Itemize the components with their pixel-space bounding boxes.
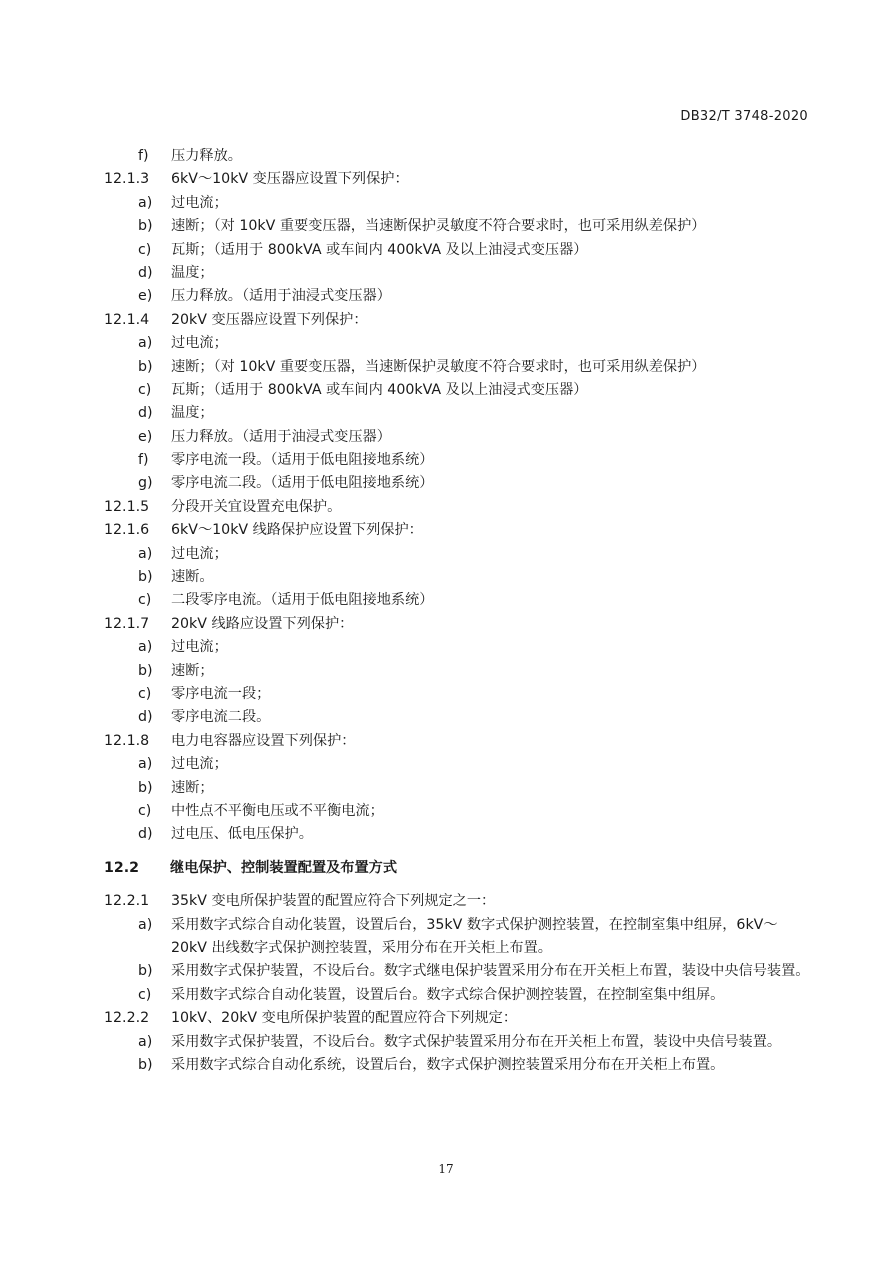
item-text: 速断； [171,779,214,796]
list-item [0,777,892,800]
list-item [0,215,892,238]
clause-text: 35kV 变电所保护装置的配置应符合下列规定之一： [171,893,496,910]
clause-number: 12.1.5 [104,498,150,515]
item-text: 零序电流二段。（适用于低电阻接地系统） [171,475,434,492]
clause-number: 12.1.7 [104,615,150,632]
list-item [0,472,892,495]
clause-number: 12.1.8 [104,732,150,749]
list-item [0,285,892,308]
item-text: 速断； [171,662,214,679]
item-label: a) [138,916,153,933]
item-text: 过电压、低电压保护。 [171,826,313,843]
clause [0,168,892,191]
list-item [0,914,892,961]
section-heading [0,857,892,880]
item-label: a) [138,1033,153,1050]
item-label: g) [138,475,153,492]
document-code: DB32/T 3748-2020 [680,109,808,124]
clause [0,309,892,332]
item-text: 温度； [171,264,214,281]
clause-number: 12.1.3 [104,171,150,188]
clause [0,613,892,636]
clause-text: 10kV、20kV 变电所保护装置的配置应符合下列规定： [171,1010,518,1027]
item-label: b) [138,963,153,980]
item-text: 零序电流一段。（适用于低电阻接地系统） [171,452,434,469]
list-item [0,589,892,612]
list-item [0,145,892,168]
item-label: e) [138,288,153,305]
list-item [0,1031,892,1054]
item-label: b) [138,1056,153,1073]
item-label: c) [138,685,152,702]
item-text: 采用数字式保护装置，不设后台。数字式保护装置采用分布在开关柜上布置，装设中央信号装置。 [171,1033,782,1050]
item-label: e) [138,428,153,445]
item-text: 过电流； [171,194,228,211]
list-item [0,449,892,472]
list-item [0,706,892,729]
list-item [0,683,892,706]
item-text: 压力释放。 [171,148,242,164]
item-label: b) [138,779,153,796]
item-label: d) [138,709,153,726]
item-text: 中性点不平衡电压或不平衡电流； [171,802,384,819]
list-item [0,1054,892,1077]
list-item [0,356,892,379]
item-label: c) [138,986,152,1003]
page-number: 17 [438,1162,454,1176]
list-item [0,800,892,823]
item-label: b) [138,358,153,375]
item-label: f) [138,148,149,164]
item-label: c) [138,241,152,258]
clause-number: 12.2.2 [104,1010,150,1027]
clause [0,519,892,542]
list-item [0,543,892,566]
item-text: 速断。 [171,569,214,586]
item-label: f) [138,452,149,469]
item-label: a) [138,194,153,211]
clause-number: 12.2.1 [104,893,150,910]
list-item [0,379,892,402]
item-text: 温度； [171,405,214,422]
item-text: 速断；（对 10kV 重要变压器，当速断保护灵敏度不符合要求时，也可采用纵差保护） [171,218,706,235]
list-item [0,426,892,449]
item-text: 过电流； [171,756,228,773]
list-item [0,192,892,215]
clause-number: 12.1.4 [104,311,150,328]
clause [0,1007,892,1030]
item-text: 采用数字式综合自动化装置，设置后台，35kV 数字式保护测控装置，在控制室集中组屏，6kV～20kV 出线数字式保护测控装置，采用分布在开关柜上布置。 [171,916,778,956]
item-label: b) [138,662,153,679]
item-label: c) [138,802,152,819]
list-item [0,984,892,1007]
list-item [0,262,892,285]
list-item [0,753,892,776]
item-text: 二段零序电流。（适用于低电阻接地系统） [171,592,434,609]
item-text: 零序电流二段。 [171,709,271,726]
clause [0,730,892,753]
item-label: c) [138,381,152,398]
item-label: a) [138,639,153,656]
item-label: b) [138,218,153,235]
clause-text: 20kV 变压器应设置下列保护： [171,311,368,328]
item-text: 过电流； [171,335,228,352]
list-item [0,402,892,425]
item-text: 零序电流一段； [171,685,271,702]
clause [0,890,892,913]
list-item [0,566,892,589]
item-label: d) [138,264,153,281]
item-text: 压力释放。（适用于油浸式变压器） [171,428,391,445]
item-label: b) [138,569,153,586]
section-title: 继电保护、控制装置配置及布置方式 [170,859,398,876]
list-item [0,960,892,983]
document-body [0,145,892,1077]
item-text: 瓦斯；（适用于 800kVA 或车间内 400kVA 及以上油浸式变压器） [171,241,588,258]
clause-text: 6kV～10kV 线路保护应设置下列保护： [171,522,423,539]
clause-text: 6kV～10kV 变压器应设置下列保护： [171,171,409,188]
section-number: 12.2 [104,859,140,876]
clause [0,496,892,519]
list-item [0,636,892,659]
list-item [0,332,892,355]
item-text: 采用数字式保护装置，不设后台。数字式继电保护装置采用分布在开关柜上布置，装设中央信号装置。 [171,963,810,980]
item-text: 采用数字式综合自动化系统，设置后台，数字式保护测控装置采用分布在开关柜上布置。 [171,1056,725,1073]
item-text: 采用数字式综合自动化装置，设置后台。数字式综合保护测控装置，在控制室集中组屏。 [171,986,725,1003]
list-item [0,239,892,262]
clause-text: 20kV 线路应设置下列保护： [171,615,354,632]
clause-number: 12.1.6 [104,522,150,539]
item-text: 压力释放。（适用于油浸式变压器） [171,288,391,305]
item-label: d) [138,405,153,422]
clause-text: 电力电容器应设置下列保护： [171,732,356,749]
item-text: 过电流； [171,639,228,656]
clause-text: 分段开关宜设置充电保护。 [171,498,342,515]
item-text: 瓦斯；（适用于 800kVA 或车间内 400kVA 及以上油浸式变压器） [171,381,588,398]
list-item [0,660,892,683]
item-label: d) [138,826,153,843]
item-label: a) [138,756,153,773]
item-label: a) [138,335,153,352]
item-text: 速断；（对 10kV 重要变压器，当速断保护灵敏度不符合要求时，也可采用纵差保护） [171,358,706,375]
item-label: a) [138,545,153,562]
list-item [0,823,892,846]
item-label: c) [138,592,152,609]
item-text: 过电流； [171,545,228,562]
